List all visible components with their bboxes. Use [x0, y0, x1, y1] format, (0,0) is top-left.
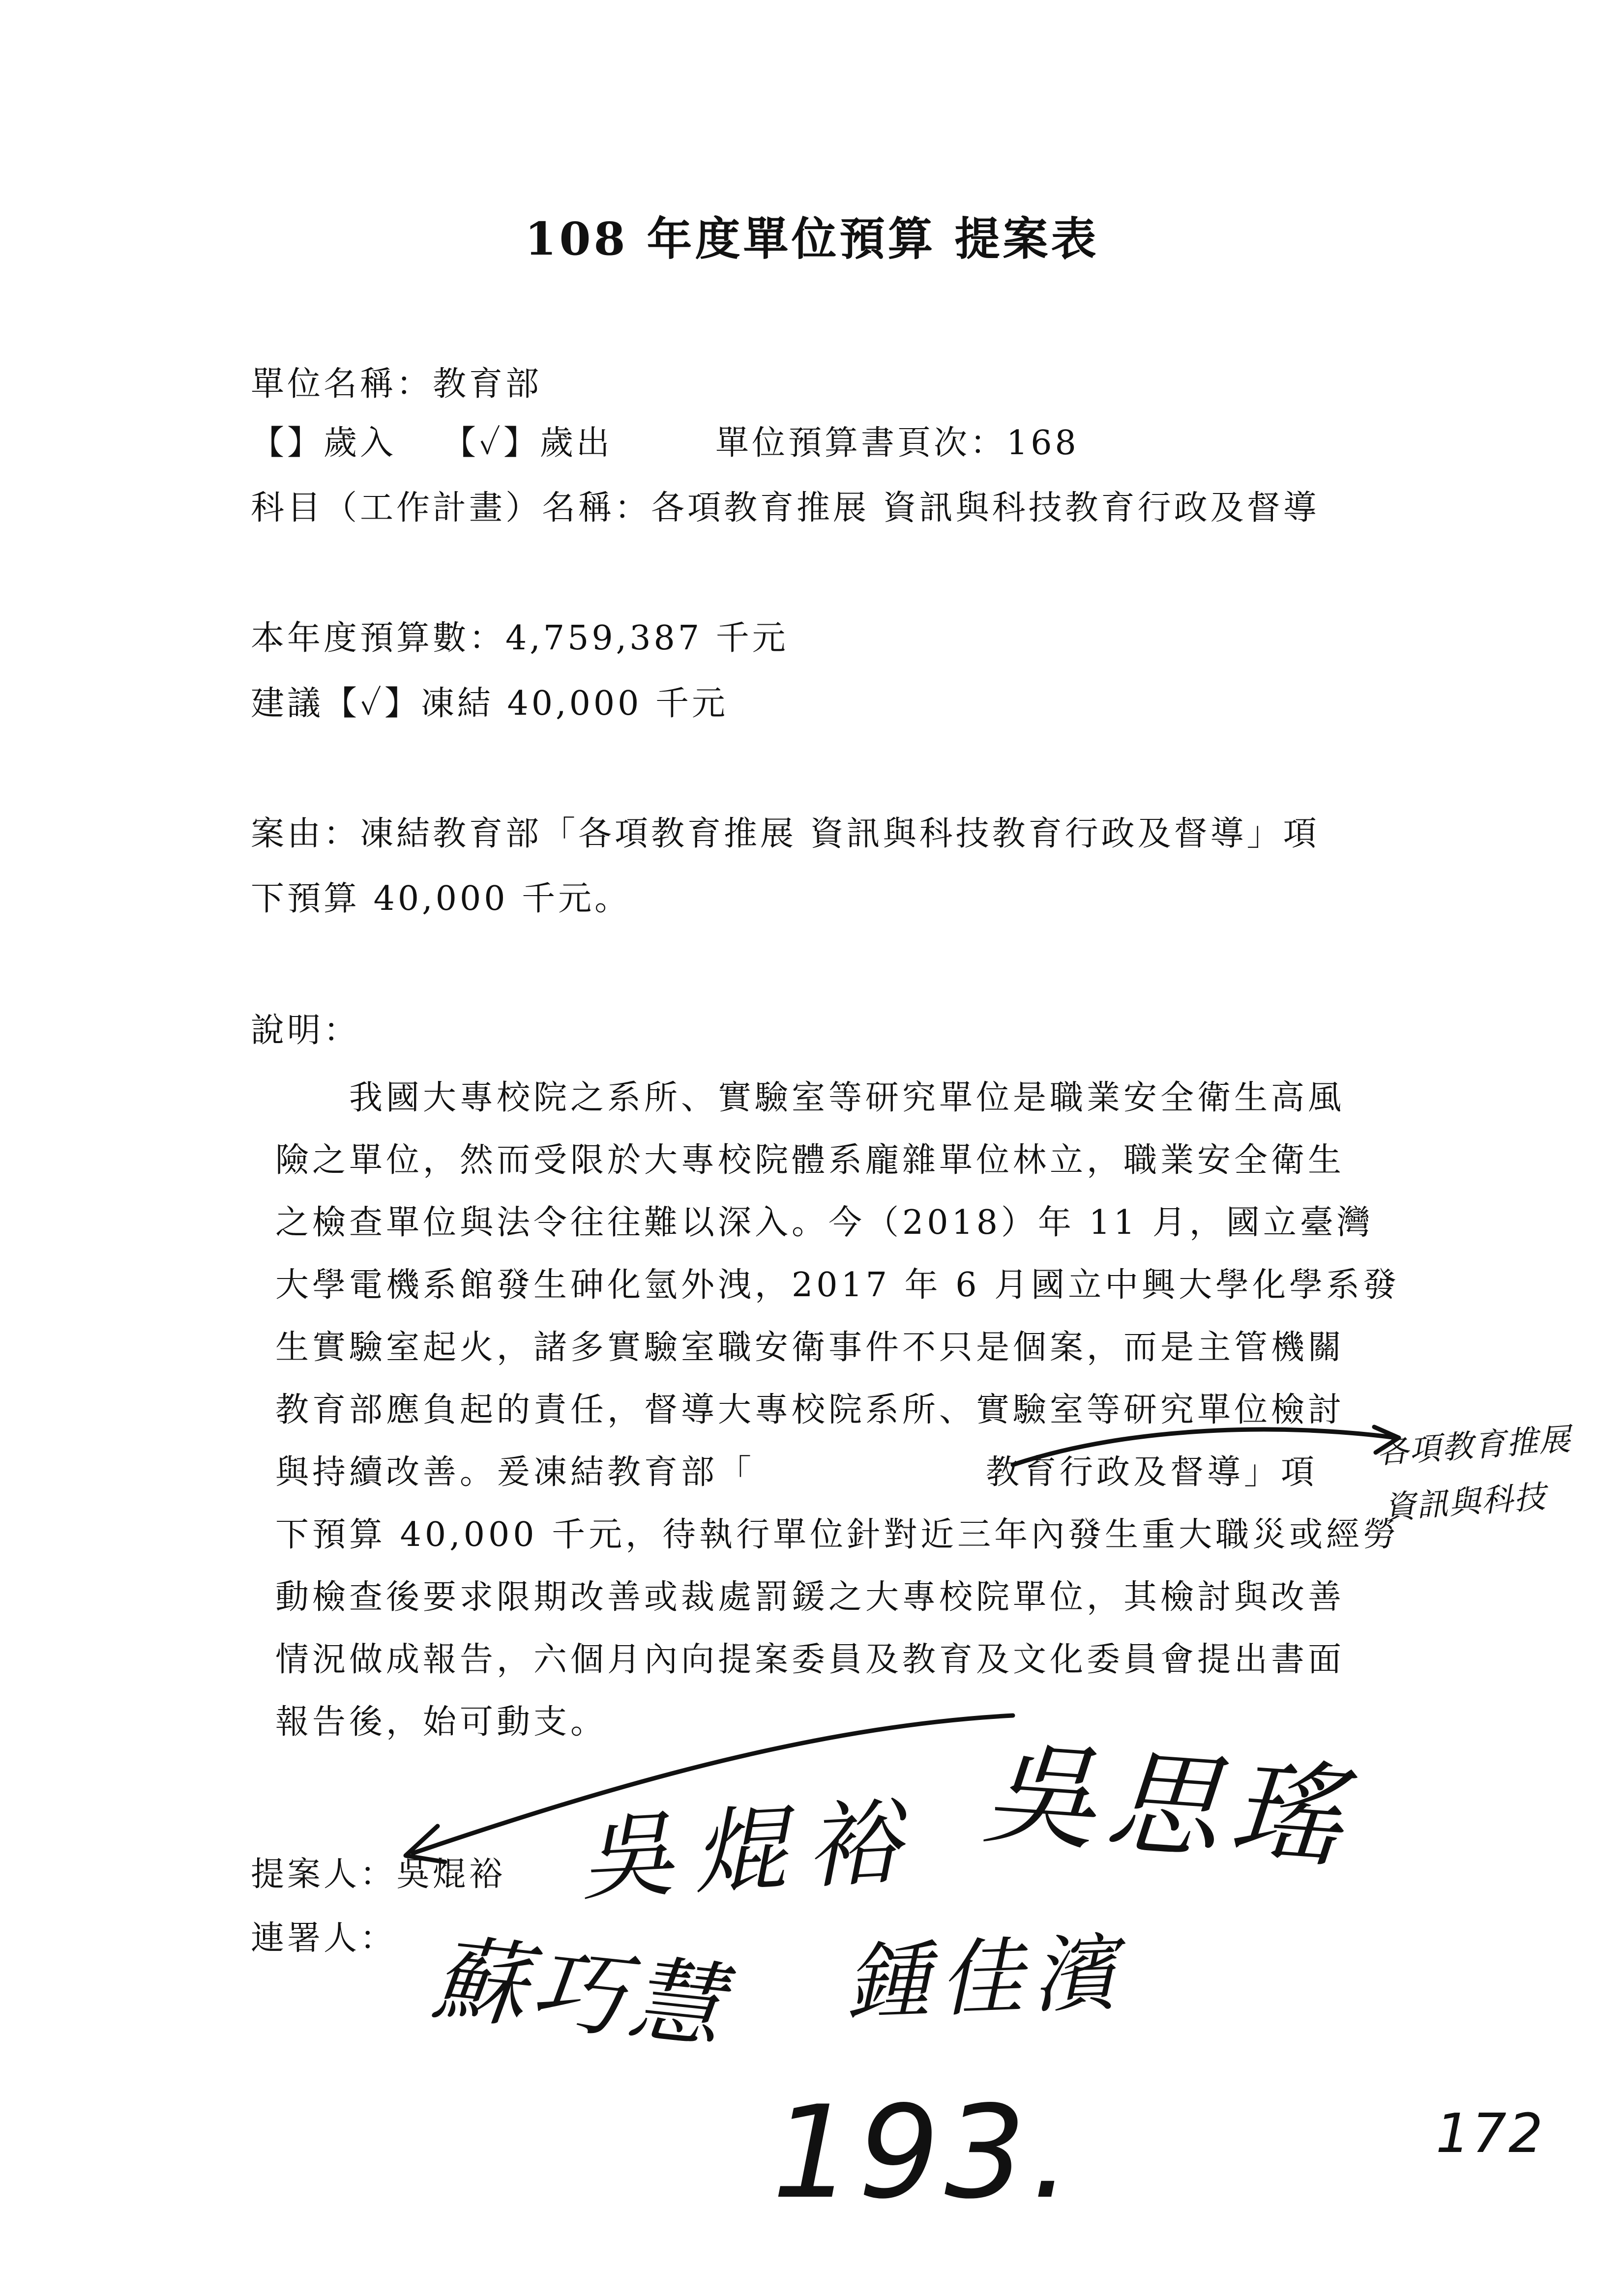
unit-name: 單位名稱：教育部 [251, 365, 542, 404]
explanation-line: 下預算 40,000 千元，待執行單位針對近三年內發生重大職災或經勞 [275, 1515, 1400, 1554]
corner-page-number: 172 [1436, 2102, 1545, 2165]
budget-amount: 本年度預算數：4,759,387 千元 [251, 619, 789, 658]
reason-line-1: 案由：凍結教育部「各項教育推展 資訊與科技教育行政及督導」項 [251, 814, 1320, 853]
explanation-line: 我國大專校院之系所、實驗室等研究單位是職業安全衛生高風 [349, 1078, 1345, 1117]
budget-page-reference: 單位預算書頁次：168 [715, 424, 1079, 463]
explanation-line: 報告後，始可動支。 [275, 1703, 608, 1742]
explanation-line-part: 教育行政及督導」項 [986, 1453, 1318, 1492]
handwritten-insert-line-1: 各項教育推展 [1375, 1421, 1573, 1471]
explanation-line: 教育部應負起的責任，督導大專校院系所、實驗室等研究單位檢討 [275, 1391, 1345, 1429]
revenue-checkbox: 【】歲入 [251, 424, 397, 463]
explanation-line: 動檢查後要求限期改善或裁處罰鍰之大專校院單位，其檢討與改善 [275, 1578, 1345, 1617]
cosigner-signature: 蘇巧慧 [428, 1923, 733, 2063]
handwritten-page-number: 193. [772, 2079, 1076, 2227]
cosigner-signature: 鍾佳濱 [844, 1925, 1128, 2032]
explanation-line: 險之單位，然而受限於大專校院體系龐雜單位林立，職業安全衛生 [275, 1141, 1345, 1180]
cosigners-label: 連署人： [251, 1919, 397, 1958]
explanation-line-part: 與持續改善。爰凍結教育部「 [275, 1453, 755, 1492]
explanation-line: 情況做成報告，六個月內向提案委員及教育及文化委員會提出書面 [275, 1640, 1345, 1679]
subject-name: 科目（工作計畫）名稱：各項教育推展 資訊與科技教育行政及督導 [251, 489, 1320, 527]
proposer-signature: 吳焜裕 [577, 1787, 922, 1914]
reason-line-2: 下預算 40,000 千元。 [251, 879, 631, 918]
expense-checkbox: 【✓】歲出 [443, 424, 613, 463]
proposer: 提案人：吳焜裕 [251, 1855, 506, 1894]
explanation-body [275, 1067, 1400, 1753]
explanation-line: 大學電機系館發生砷化氫外洩，2017 年 6 月國立中興大學化學系發 [275, 1266, 1400, 1305]
handwritten-insert-line-2: 資訊與科技 [1383, 1479, 1548, 1527]
freeze-proposal: 建議【✓】凍結 40,000 千元 [251, 684, 729, 723]
page-title: 108 年度單位預算 提案表 [525, 212, 1099, 265]
second-signature: 吳思瑤 [979, 1728, 1357, 1885]
explanation-line: 生實驗室起火，諸多實驗室職安衛事件不只是個案，而是主管機關 [275, 1328, 1345, 1367]
explanation-label: 說明： [251, 1011, 360, 1050]
explanation-line: 之檢查單位與法令往往難以深入。今（2018）年 11 月，國立臺灣 [275, 1203, 1374, 1242]
insertion-arrow [1008, 1418, 1411, 1487]
